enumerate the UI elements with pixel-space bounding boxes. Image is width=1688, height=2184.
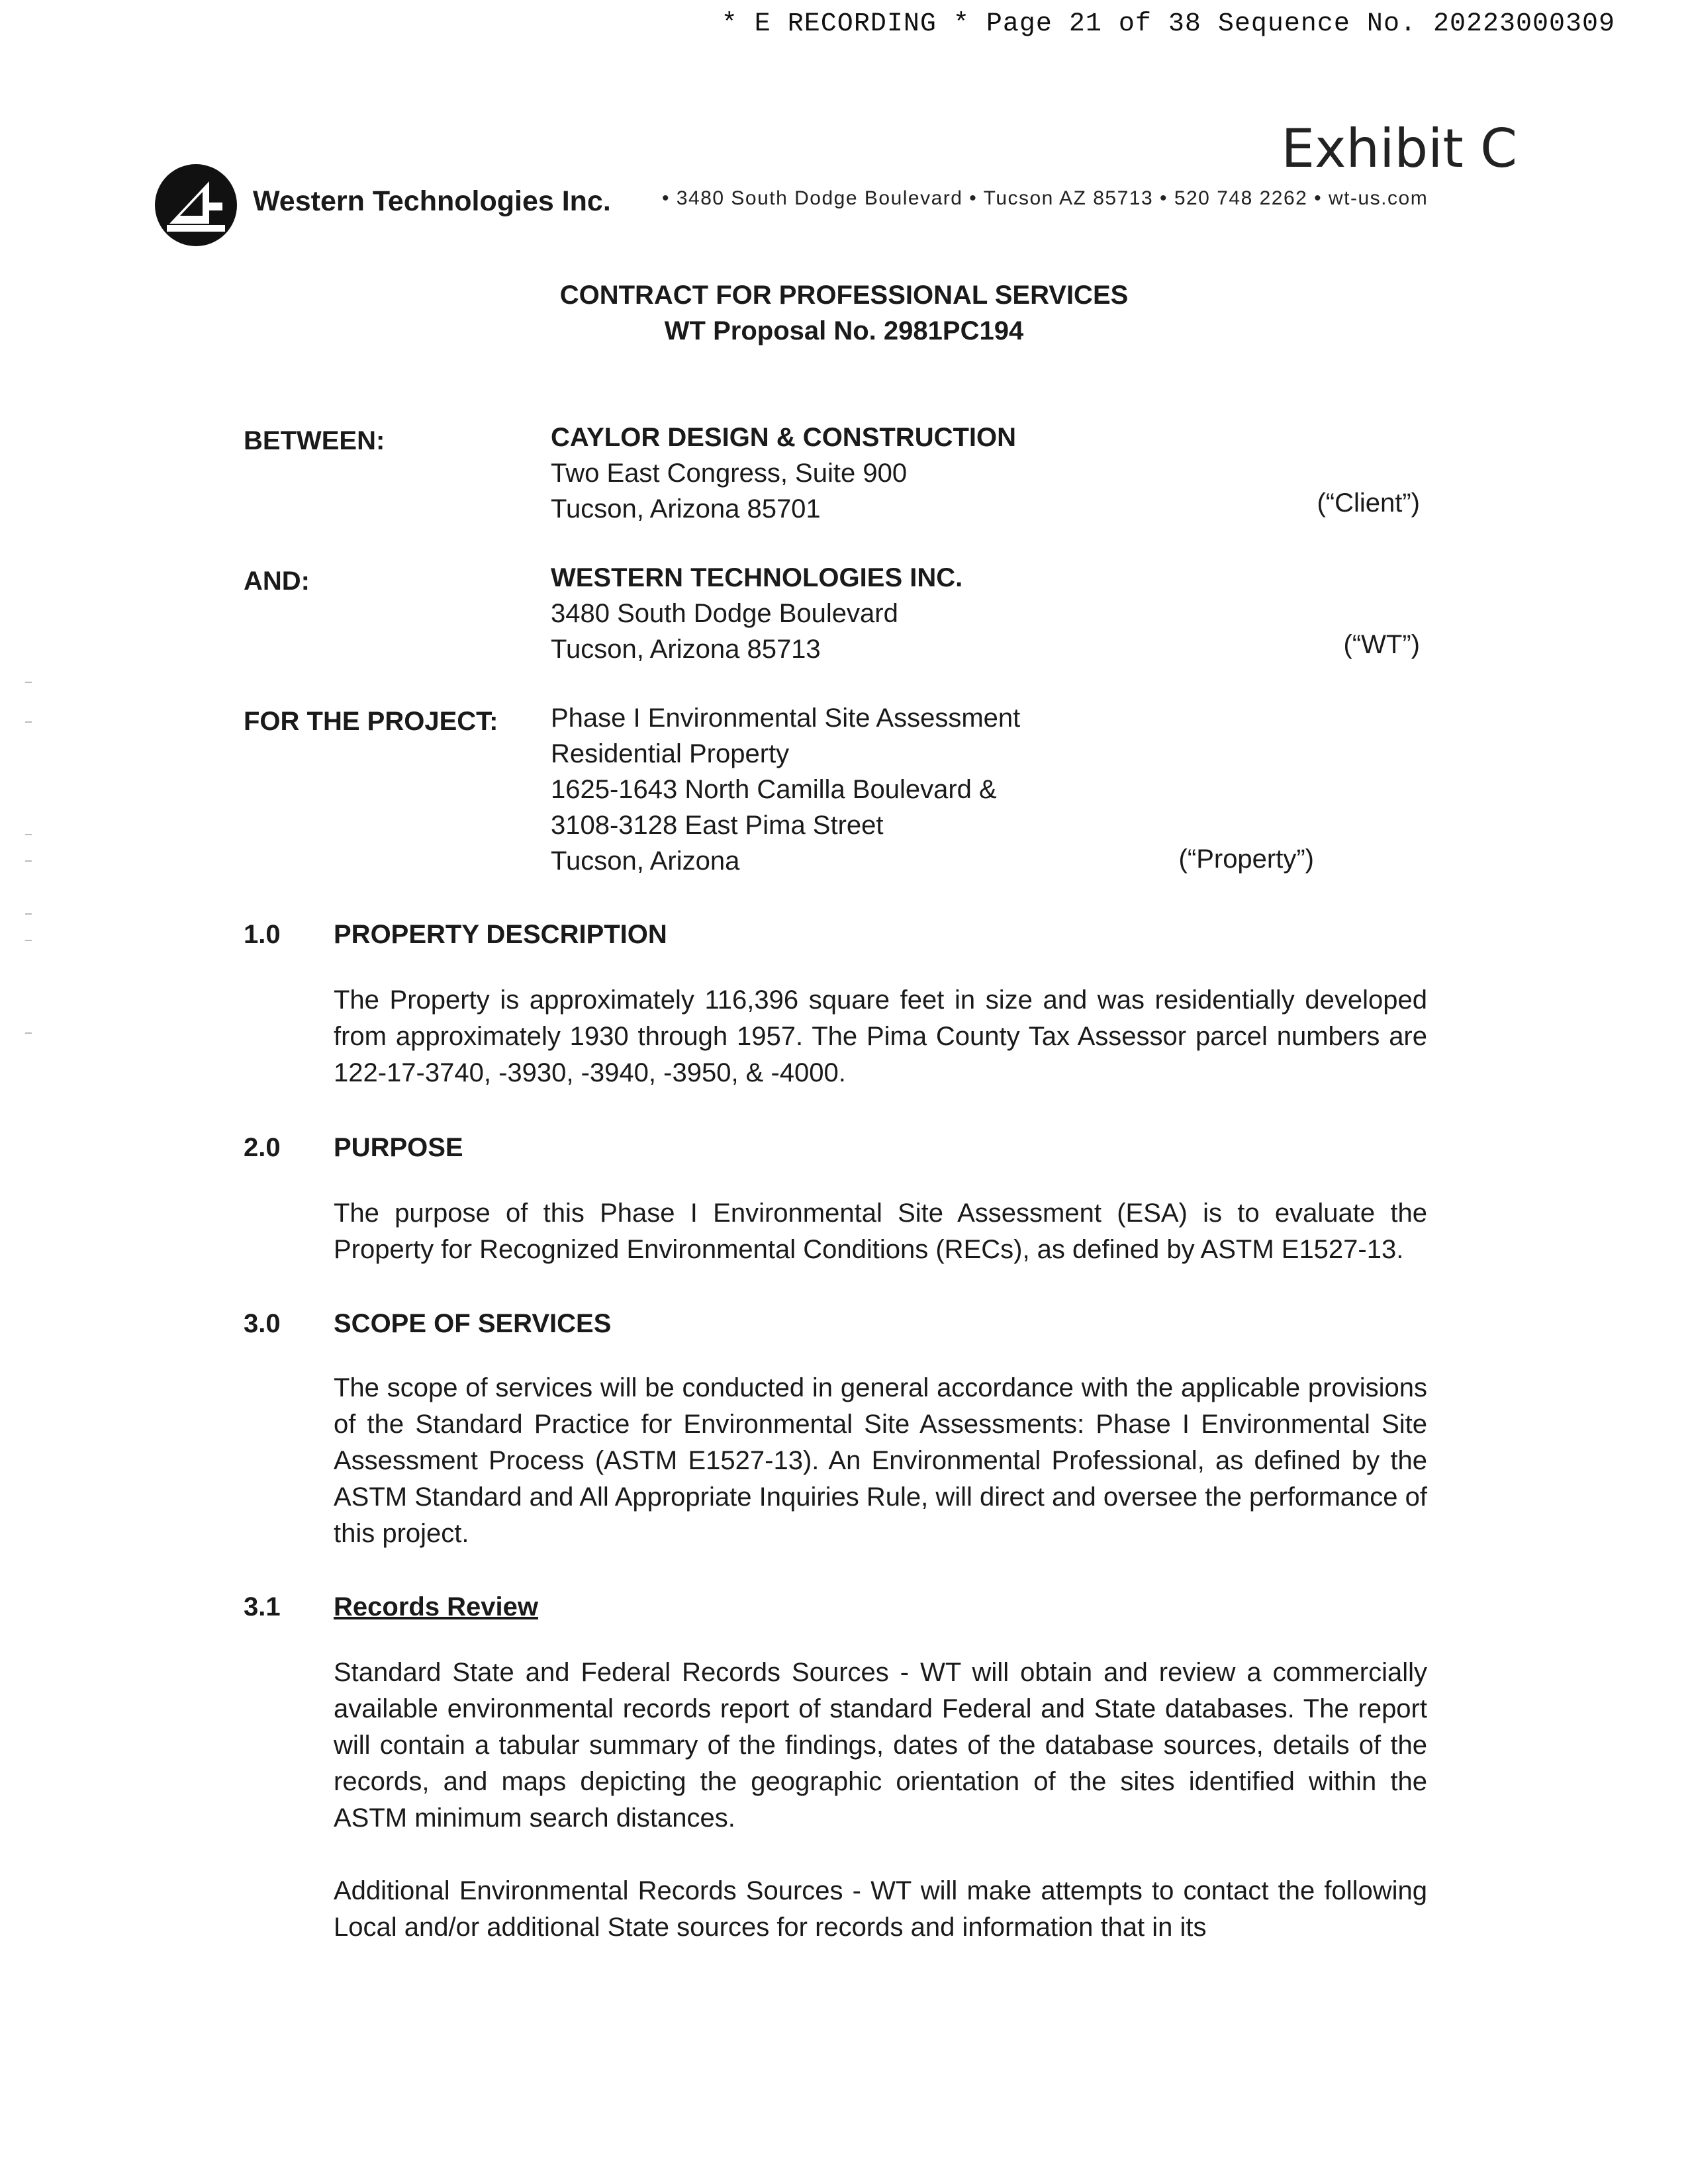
company-name: Western Technologies Inc. [253,185,611,217]
section-number: 3.1 [244,1592,281,1621]
exhibit-label: Exhibit C [1281,118,1517,179]
section-number: 2.0 [244,1133,281,1162]
property-description-text: The Property is approximately 116,396 square feet in size and was residentially developed from approximately 1930 through 1957. The Pima County Tax Assessor parcel numbers are 122-17-3740, -3930, -3940, -3950, & -4000. [334,985,1427,1087]
section-heading-property-description: PROPERTY DESCRIPTION [334,920,667,949]
records-review-text: Standard State and Federal Records Sources - WT will obtain and review a commercially available environmental records report of standard Federal and State databases. The report will contain a tabular summary of the findings, dates of the database sources, details of the records, and maps depicting the geographic orientation of the sites identified within the ASTM minimum search distances. [334,1658,1427,1833]
property-tag: (“Property”) [1178,844,1314,874]
project-block [551,700,1020,879]
company-contact-line: • 3480 South Dodge Boulevard • Tucson AZ 85713 • 520 748 2262 • wt-us.com [662,187,1429,209]
client-block [551,420,1016,527]
contract-title: CONTRACT FOR PROFESSIONAL SERVICES [559,281,1129,310]
scan-mark [25,913,32,915]
section-number: 1.0 [244,920,281,949]
wt-name: WESTERN TECHNOLOGIES INC. [551,563,963,592]
proposal-number: WT Proposal No. 2981PC194 [664,316,1024,345]
scan-mark [25,721,32,723]
section-number: 3.0 [244,1309,281,1338]
scan-mark [25,940,32,941]
section-heading-records-review: Records Review [334,1592,539,1621]
additional-records-text: Additional Environmental Records Sources - WT will make attempts to contact the following Local and/or additional State sources for records and information that in its [334,1876,1427,1942]
project-line: Phase I Environmental Site Assessment [551,704,1021,733]
scan-mark [25,834,32,835]
wt-block [551,560,962,667]
scan-mark [25,1032,32,1034]
scope-text: The scope of services will be conducted in general accordance with the applicable provisions of the Standard Practice for Environmental Site Assessments: Phase I Environmental Site Assessment Process (ASTM E1527-13). An Environmental Professional, as defined by the ASTM Standard and All Appropriate Inquiries Rule, will direct and oversee the performance of this project. [334,1373,1427,1548]
purpose-text: The purpose of this Phase I Environmental Site Assessment (ESA) is to evaluate the Property for Recognized Environmental Conditions (RECs), as defined by ASTM E1527-13. [334,1199,1427,1264]
wt-address-line: Tucson, Arizona 85713 [551,635,821,664]
project-line: Residential Property [551,739,790,768]
recording-stamp: * E RECORDING * Page 21 of 38 Sequence No. 20223000309 [721,9,1615,39]
client-name: CAYLOR DESIGN & CONSTRUCTION [551,423,1017,452]
between-label: BETWEEN: [244,426,385,455]
section-heading-purpose: PURPOSE [334,1133,463,1162]
client-tag: (“Client”) [1317,488,1420,518]
and-label: AND: [244,567,310,596]
wt-logo-icon [154,163,238,248]
client-address-line: Tucson, Arizona 85701 [551,494,821,523]
scan-mark [25,860,32,862]
section-heading-scope: SCOPE OF SERVICES [334,1309,612,1338]
wt-address-line: 3480 South Dodge Boulevard [551,599,898,628]
wt-tag: (“WT”) [1343,630,1420,659]
project-line: 1625-1643 North Camilla Boulevard & [551,775,997,804]
project-line: Tucson, Arizona [551,846,740,876]
client-address-line: Two East Congress, Suite 900 [551,459,908,488]
project-label: FOR THE PROJECT: [244,707,498,736]
scan-mark [25,682,32,683]
project-line: 3108-3128 East Pima Street [551,811,884,840]
